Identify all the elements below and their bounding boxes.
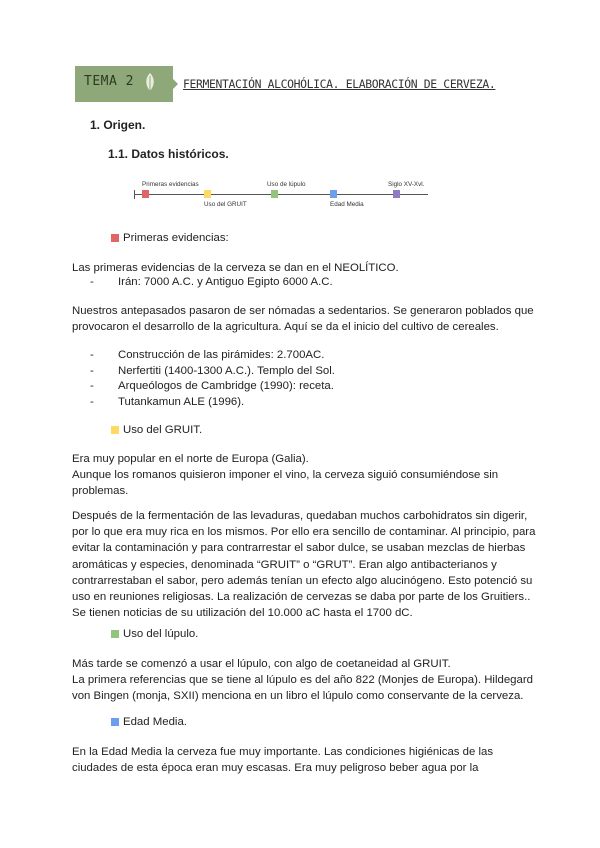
bullet-dash: - xyxy=(90,364,94,377)
timeline-label-edad-media: Edad Media xyxy=(330,201,364,208)
text-line: Nuestros antepasados pasaron de ser nómadas a sedentarios. Se generaron poblados que xyxy=(72,305,534,317)
text-line: Se tienen noticias de su utilización del 10.000 aC hasta el 1700 dC. xyxy=(72,607,413,620)
timeline-axis xyxy=(134,194,428,195)
text-line: Aunque los romanos quisieron imponer el vino, la cerveza siguió consumiéndose sin xyxy=(72,469,499,482)
text-line: por lo que era muy rica en los mismos. Por ello era sencillo de contaminar. Al principio, para xyxy=(72,526,536,539)
paragraph-neolitico xyxy=(72,260,542,276)
timeline-mark-gruit xyxy=(204,190,211,198)
list-item-text: Irán: 7000 A.C. y Antiguo Egipto 6000 A.C. xyxy=(118,276,333,288)
list-item-text: Construcción de las pirámides: 2.700AC. xyxy=(118,349,325,361)
bullet-dash: - xyxy=(90,276,94,288)
section-label: Edad Media. xyxy=(123,716,187,728)
text-line: aromáticas y especies, denominada “GRUIT” o “GRUT”. Eran algo antibacterianos y xyxy=(72,558,497,571)
heading-datos-historicos: 1.1. Datos históricos. xyxy=(108,147,229,161)
legend-square-icon xyxy=(111,718,119,726)
bullet-dash: - xyxy=(90,349,94,361)
timeline-label-primeras: Primeras evidencias xyxy=(142,181,199,188)
paragraph-nomadas xyxy=(72,303,542,335)
text-line: En la Edad Media la cerveza fue muy importante. Las condiciones higiénicas de las xyxy=(72,746,494,758)
timeline-mark-edad-media xyxy=(330,190,337,198)
list-item-text: Arqueólogos de Cambridge (1990): receta. xyxy=(118,380,334,393)
list-item xyxy=(90,348,335,364)
bullet-dash: - xyxy=(90,380,94,393)
list-item xyxy=(90,275,333,291)
text-line: ciudades de esta época eran muy escasas. Era muy peligroso beber agua por la xyxy=(72,762,479,775)
list-item xyxy=(90,379,335,395)
list-item-text: Nerfertiti (1400-1300 A.C.). Templo del Sol. xyxy=(118,364,335,377)
list-item xyxy=(90,395,335,411)
list-item-text: Tutankamun ALE (1996). xyxy=(118,395,245,408)
section-uso-gruit xyxy=(111,424,202,436)
bullet-list-history xyxy=(90,348,335,410)
document-title: FERMENTACIÓN ALCOHÓLICA. ELABORACIÓN DE CERVEZA. xyxy=(183,77,496,91)
timeline-mark-siglo xyxy=(393,190,400,198)
text-line: Después de la fermentación de las levaduras, quedaban muchos carbohidratos sin digerir, xyxy=(72,510,528,522)
paragraph-edad-media xyxy=(72,744,542,776)
heading-origen: 1. Origen. xyxy=(90,118,146,132)
text-line: evitar la contaminación y para contrarrestar el sabor dulce, se usaban mezclas de hierbas xyxy=(72,542,526,555)
legend-square-icon xyxy=(111,630,119,638)
timeline-label-siglo: Siglo XV-Xvl. xyxy=(388,181,425,188)
section-uso-lupulo xyxy=(111,628,198,640)
timeline-start-tick xyxy=(134,190,135,199)
text-line: provocaron el desarrollo de la agricultura. Aquí se da el inicio del cultivo de cereales. xyxy=(72,321,499,334)
text-line: Más tarde se comenzó a usar el lúpulo, con algo de coetaneidad al GRUIT. xyxy=(72,658,451,670)
section-label: Uso del lúpulo. xyxy=(123,628,199,640)
list-item xyxy=(90,364,335,380)
legend-square-icon xyxy=(111,234,119,242)
section-label: Uso del GRUIT. xyxy=(123,424,203,436)
text-line: La primera referencias que se tiene al lúpulo es del año 822 (Monjes de Europa). Hildegard xyxy=(72,674,533,687)
bullet-dash: - xyxy=(90,395,94,408)
timeline-mark-primeras xyxy=(142,190,149,198)
text-line: problemas. xyxy=(72,485,129,498)
legend-square-icon xyxy=(111,426,119,434)
text-line: Era muy popular en el norte de Europa (Galia). xyxy=(72,453,309,465)
text-line: uso en reuniones religiosas. La realización de cervezas se daba por parte de los Gruitiers.. xyxy=(72,591,531,604)
text-line: contrarrestaban el sabor, pero además tenían un efecto algo alucinógeno. Esto potenció su xyxy=(72,574,533,587)
tema-label: TEMA 2 xyxy=(84,74,134,89)
timeline-label-gruit: Uso del GRUIT xyxy=(204,201,247,208)
header-banner-tip xyxy=(160,66,178,102)
paragraph-galia xyxy=(72,451,542,500)
timeline-label-lupulo: Uso de lúpulo xyxy=(267,181,306,188)
paragraph-fermentacion xyxy=(72,508,542,621)
paragraph-lupulo xyxy=(72,656,542,705)
section-primeras-evidencias xyxy=(111,232,229,244)
text-line: Las primeras evidencias de la cerveza se dan en el NEOLÍTICO. xyxy=(72,262,399,274)
leaf-icon xyxy=(143,72,157,94)
section-label: Primeras evidencias: xyxy=(123,232,229,244)
timeline-mark-lupulo xyxy=(271,190,278,198)
section-edad-media xyxy=(111,716,187,728)
text-line: von Bingen (monja, SXII) menciona en un libro el lúpulo como conservante de la cerveza. xyxy=(72,690,524,703)
timeline xyxy=(134,177,454,217)
bullet-list-iran xyxy=(90,275,333,291)
